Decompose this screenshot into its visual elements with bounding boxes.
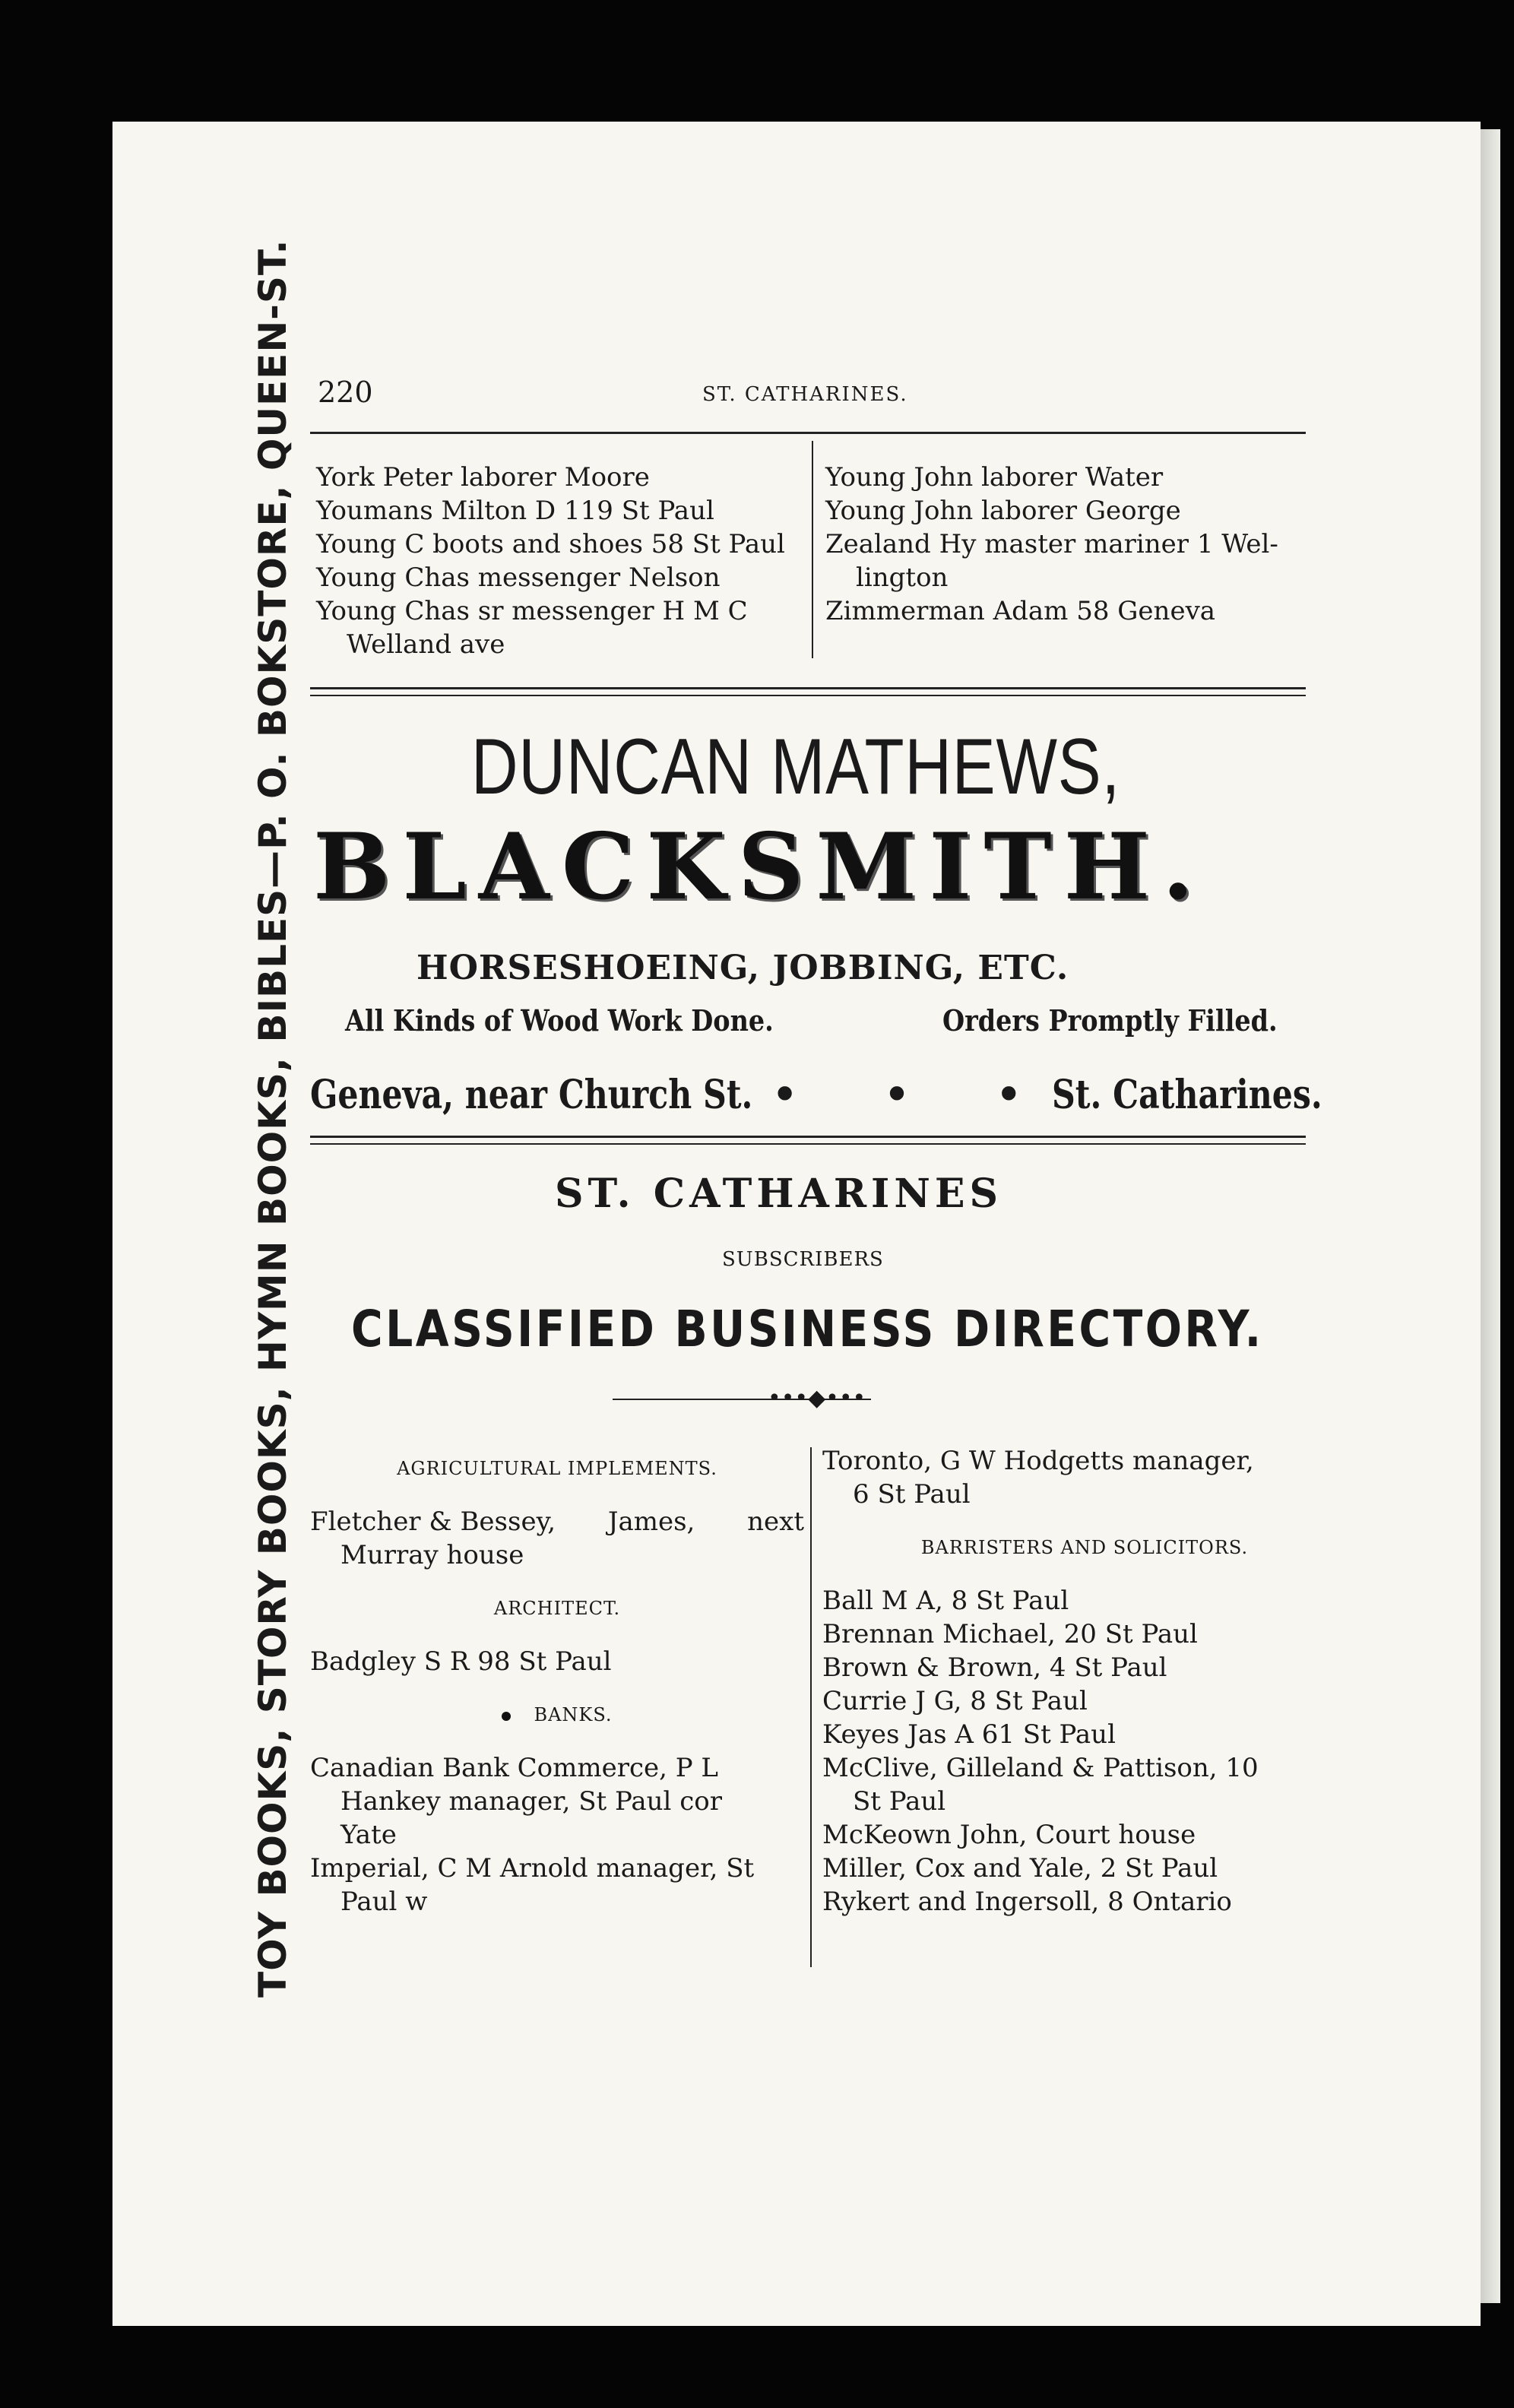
column-divider [812, 441, 813, 658]
advert-services: HORSESHOEING, JOBBING, ETC. [417, 949, 1069, 987]
listing: Imperial, C M Arnold manager, St [310, 1853, 755, 1884]
section-subscribers: SUBSCRIBERS [722, 1248, 884, 1271]
listing: Miller, Cox and Yale, 2 St Paul [822, 1853, 1218, 1884]
listing: Canadian Bank Commerce, P L [310, 1753, 719, 1783]
directory-entry: York Peter laborer Moore [316, 462, 650, 493]
category-heading: BANKS. [534, 1704, 613, 1725]
listing-continued: Yate [340, 1820, 397, 1850]
running-title: ST. CATHARINES. [702, 383, 908, 406]
listing: Currie J G, 8 St Paul [822, 1686, 1088, 1716]
advert-address-dots: • • • [772, 1072, 1058, 1118]
listing: Rykert and Ingersoll, 8 Ontario [822, 1887, 1232, 1917]
advert-top-rule [310, 687, 1306, 689]
directory-page [112, 122, 1481, 2326]
listing-continued: Hankey manager, St Paul cor [340, 1786, 722, 1817]
listing-text: next [747, 1507, 804, 1537]
next-page-edge [1481, 129, 1500, 2303]
listing-continued: 6 St Paul [853, 1479, 971, 1510]
directory-right-column [825, 461, 1278, 628]
listing: Toronto, G W Hodgetts manager, [822, 1446, 1254, 1476]
directory-entry: Young Chas messenger Nelson [316, 562, 721, 593]
directory-entry: Zealand Hy master mariner 1 Wel- [825, 529, 1278, 559]
section-title: CLASSIFIED BUSINESS DIRECTORY. [351, 1300, 1264, 1358]
advert-name: DUNCAN MATHEWS, [471, 723, 1121, 811]
listing: Ball M A, 8 St Paul [822, 1586, 1069, 1616]
category-heading-banks [310, 1698, 804, 1732]
directory-entry: Young Chas sr messenger H M C [316, 596, 748, 626]
classified-left-column [310, 1452, 804, 1918]
directory-entry: Young John laborer George [825, 496, 1181, 526]
page-number: 220 [318, 375, 373, 409]
directory-entry-continued: lington [856, 562, 949, 593]
advert-top-rule-2 [310, 695, 1306, 696]
listing: McClive, Gilleland & Pattison, 10 [822, 1753, 1259, 1783]
category-heading: AGRICULTURAL IMPLEMENTS. [397, 1458, 717, 1479]
listing: McKeown John, Court house [822, 1820, 1196, 1850]
header-rule [310, 432, 1306, 434]
column-divider-lower [810, 1447, 812, 1967]
listing [310, 1505, 804, 1538]
listing-continued: St Paul [853, 1786, 946, 1817]
advert-bottom-rule-2 [310, 1143, 1306, 1145]
directory-entry: Youmans Milton D 119 St Paul [316, 496, 714, 526]
advert-address-right: St. Catharines. [1052, 1072, 1322, 1118]
listing-text: Fletcher & Bessey, [310, 1507, 556, 1537]
listing-continued: Murray house [340, 1540, 524, 1570]
directory-entry: Zimmerman Adam 58 Geneva [825, 596, 1216, 626]
classified-right-column [822, 1444, 1347, 1918]
side-banner: TOY BOOKS, STORY BOOKS, HYMN BOOKS, BIBLES—P. O. BOKSTORE, QUEEN-ST. [251, 239, 295, 1998]
category-heading: ARCHITECT. [493, 1598, 621, 1619]
bullet-icon [502, 1712, 511, 1721]
advert-trade: BLACKSMITH. [313, 813, 1206, 920]
directory-entry: Young John laborer Water [825, 462, 1164, 493]
listing: Keyes Jas A 61 St Paul [822, 1719, 1116, 1750]
advert-bottom-rule [310, 1136, 1306, 1138]
listing: Brennan Michael, 20 St Paul [822, 1619, 1198, 1649]
advert-line-right: Orders Promptly Filled. [942, 1003, 1278, 1038]
advert-line-left: All Kinds of Wood Work Done. [345, 1003, 774, 1038]
section-city: ST. CATHARINES [555, 1171, 1003, 1217]
listing-text: James, [607, 1507, 695, 1537]
listing-continued: Paul w [340, 1887, 428, 1917]
category-heading: BARRISTERS AND SOLICITORS. [920, 1537, 1249, 1558]
listing: Brown & Brown, 4 St Paul [822, 1652, 1167, 1683]
directory-left-column [316, 461, 785, 661]
directory-entry-continued: Welland ave [347, 629, 505, 660]
directory-entry: Young C boots and shoes 58 St Paul [316, 529, 785, 559]
listing: Badgley S R 98 St Paul [310, 1646, 612, 1677]
advert-address-left: Geneva, near Church St. [310, 1072, 753, 1118]
ornament: •••◆••• [768, 1385, 866, 1412]
